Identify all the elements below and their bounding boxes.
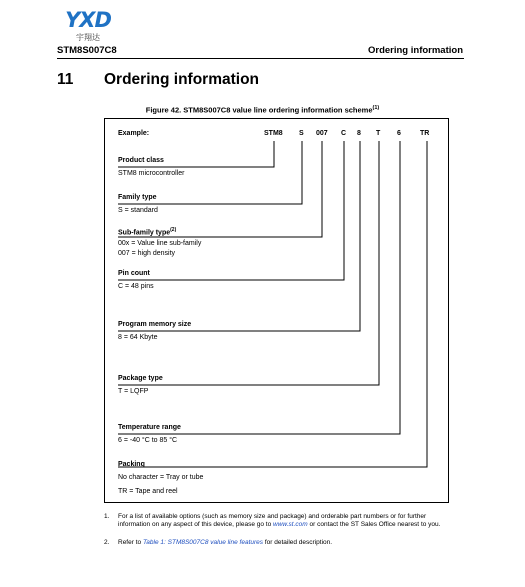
table-1-link[interactable]: Table 1: STM8S007C8 value line features xyxy=(142,539,264,546)
footnote-2 xyxy=(118,539,458,547)
field-title-package-type: Package type xyxy=(118,375,163,382)
field-value-package-type: T = LQFP xyxy=(118,388,149,395)
section-title: Ordering information xyxy=(104,71,259,88)
field-value-packing-2: TR = Tape and reel xyxy=(118,488,178,495)
code-family-type: S xyxy=(299,130,304,137)
field-title-sub-family xyxy=(118,227,176,236)
example-label: Example: xyxy=(118,130,150,137)
field-value-pin-count: C = 48 pins xyxy=(118,283,154,290)
footnote-2-text-b: for detailed description. xyxy=(264,539,333,546)
footnote-1-number: 1. xyxy=(104,513,110,520)
connector-package-type xyxy=(118,141,379,385)
field-value-product-class: STM8 microcontroller xyxy=(118,170,185,177)
footnote-2-text-a: Refer to xyxy=(118,539,142,546)
field-title-sub-family-text: Sub-family type xyxy=(118,229,171,237)
field-title-family-type: Family type xyxy=(118,194,157,201)
field-title-pin-count: Pin count xyxy=(118,270,150,277)
field-value-temperature: 6 = -40 °C to 85 °C xyxy=(118,437,178,444)
footnote-2-number: 2. xyxy=(104,539,110,546)
logo-wordmark: YXD xyxy=(65,8,111,32)
figure-caption-ref: (1) xyxy=(372,105,380,111)
field-value-memory-size: 8 = 64 Kbyte xyxy=(118,334,158,341)
field-value-family-type: S = standard xyxy=(118,207,158,214)
field-title-sub-family-ref: (2) xyxy=(170,227,177,233)
code-temperature: 6 xyxy=(397,130,401,137)
connector-packing xyxy=(118,141,427,467)
code-sub-family: 007 xyxy=(316,130,328,137)
field-value-sub-family-1: 00x = Value line sub-family xyxy=(118,240,202,247)
code-product-class: STM8 xyxy=(264,130,283,137)
header-section-name: Ordering information xyxy=(368,45,463,56)
footnote-1-text-c: or contact the ST Sales Office nearest xyxy=(309,521,420,528)
figure-caption-text: Figure 42. STM8S007C8 value line ordering information scheme xyxy=(145,105,373,115)
connector-temperature xyxy=(118,141,400,434)
footnote-1-text-d: to you. xyxy=(420,521,441,528)
code-packing: TR xyxy=(420,130,430,137)
footnote-1-text-b: information on any aspect of this device, please go to xyxy=(118,521,272,528)
section-number: 11 xyxy=(57,71,74,88)
st-website-link[interactable]: www.st.com xyxy=(273,521,308,528)
field-value-sub-family-2: 007 = high density xyxy=(118,250,176,257)
field-title-product-class: Product class xyxy=(118,157,164,164)
code-package-type: T xyxy=(376,130,381,137)
connector-sub-family xyxy=(118,141,322,237)
field-title-temperature: Temperature range xyxy=(118,424,181,431)
field-value-packing-1: No character = Tray or tube xyxy=(118,474,204,481)
field-title-packing: Packing xyxy=(118,461,145,468)
field-title-memory-size: Program memory size xyxy=(118,321,192,328)
code-pin-count: C xyxy=(341,130,347,137)
header-part-number: STM8S007C8 xyxy=(57,45,117,56)
code-memory-size: 8 xyxy=(357,130,361,137)
footnote-1-text-a: For a list of available options (such as memory size and package) and orderable part numbers or for further xyxy=(118,513,427,520)
footnote-1 xyxy=(118,513,458,529)
logo-subtitle: 宇翔达 xyxy=(76,33,100,42)
